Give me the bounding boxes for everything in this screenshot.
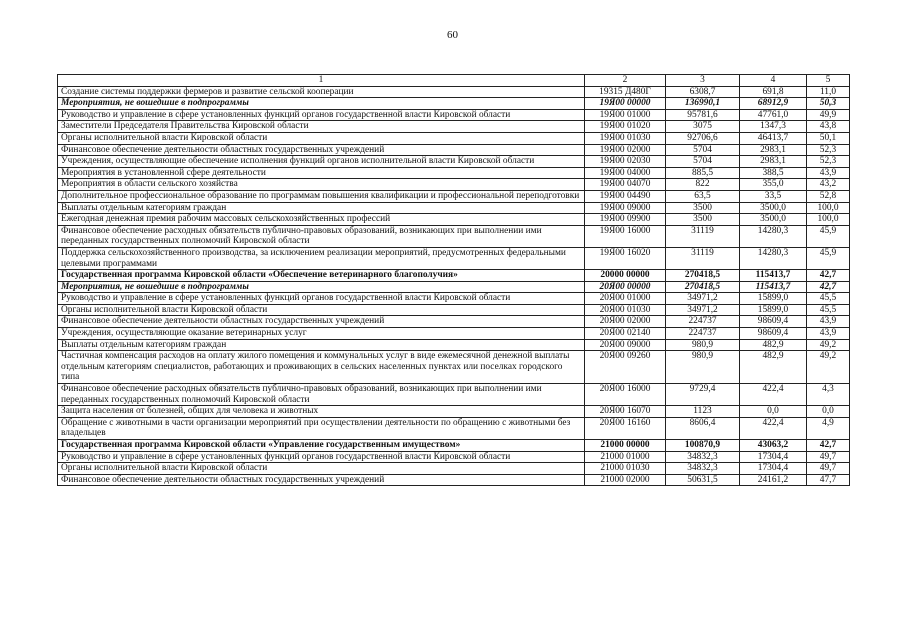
row-code-cell: 21000 00000 — [585, 440, 666, 452]
row-value-4-cell: 422,4 — [740, 417, 807, 439]
row-value-4-cell: 33,5 — [740, 190, 807, 202]
row-name-cell: Руководство и управление в сфере установленных функций органов государственной власти Кировской области — [58, 109, 585, 121]
budget-table — [57, 74, 850, 486]
row-value-4-cell: 2983,1 — [740, 156, 807, 168]
row-value-3-cell: 885,5 — [666, 167, 740, 179]
row-name-cell: Руководство и управление в сфере установленных функций органов государственной власти Кировской области — [58, 293, 585, 305]
row-name-cell: Заместители Председателя Правительства Кировской области — [58, 121, 585, 133]
row-value-5-cell: 52,8 — [807, 190, 850, 202]
row-value-4-cell: 388,5 — [740, 167, 807, 179]
row-value-3-cell: 34971,2 — [666, 293, 740, 305]
row-value-4-cell: 47761,0 — [740, 109, 807, 121]
row-value-4-cell: 691,8 — [740, 86, 807, 98]
row-name-cell: Защита населения от болезней, общих для человека и животных — [58, 406, 585, 418]
row-value-3-cell: 980,9 — [666, 339, 740, 351]
table-row — [58, 304, 850, 316]
row-value-5-cell: 49,7 — [807, 463, 850, 475]
row-value-3-cell: 224737 — [666, 328, 740, 340]
row-value-5-cell: 47,7 — [807, 474, 850, 486]
row-code-cell: 19Я00 04000 — [585, 167, 666, 179]
row-code-cell: 20Я00 02140 — [585, 328, 666, 340]
row-value-4-cell: 2983,1 — [740, 144, 807, 156]
table-row — [58, 167, 850, 179]
table-row — [58, 247, 850, 269]
row-name-cell: Государственная программа Кировской области «Обеспечение ветеринарного благополучия» — [58, 270, 585, 282]
row-code-cell: 19Я00 01020 — [585, 121, 666, 133]
row-value-5-cell: 49,7 — [807, 451, 850, 463]
row-value-5-cell: 49,2 — [807, 339, 850, 351]
row-name-cell: Финансовое обеспечение расходных обязательств публично-правовых образований, возникающих при выполнении ими переданных государственных полномочий Кировской области — [58, 225, 585, 247]
row-value-5-cell: 50,3 — [807, 98, 850, 110]
table-header-row — [58, 75, 850, 87]
table-row — [58, 463, 850, 475]
row-value-5-cell: 100,0 — [807, 214, 850, 226]
row-value-5-cell: 11,0 — [807, 86, 850, 98]
table-row — [58, 281, 850, 293]
table-row — [58, 214, 850, 226]
row-code-cell: 20Я00 01000 — [585, 293, 666, 305]
row-value-3-cell: 3075 — [666, 121, 740, 133]
row-value-4-cell: 98609,4 — [740, 316, 807, 328]
row-name-cell: Частичная компенсация расходов на оплату жилого помещения и коммунальных услуг в виде ежемесячной денежной выплаты отдельным категориям специалистов, работающих и проживающих в сельских населенных пунктах или поселках городского типа — [58, 351, 585, 384]
row-value-3-cell: 9729,4 — [666, 384, 740, 406]
row-value-4-cell: 68912,9 — [740, 98, 807, 110]
row-value-3-cell: 8606,4 — [666, 417, 740, 439]
column-header: 3 — [666, 75, 740, 87]
row-value-3-cell: 34832,3 — [666, 451, 740, 463]
row-value-5-cell: 49,2 — [807, 351, 850, 384]
row-code-cell: 20000 00000 — [585, 270, 666, 282]
row-value-3-cell: 6308,7 — [666, 86, 740, 98]
row-name-cell: Дополнительное профессиональное образование по программам повышения квалификации и профессиональной переподготовки — [58, 190, 585, 202]
row-code-cell: 19Я00 02030 — [585, 156, 666, 168]
table-row — [58, 440, 850, 452]
row-name-cell: Обращение с животными в части организации мероприятий при осуществлении деятельности по обращению с животными без владельцев — [58, 417, 585, 439]
row-value-3-cell: 1123 — [666, 406, 740, 418]
row-value-4-cell: 46413,7 — [740, 132, 807, 144]
row-name-cell: Мероприятия в установленной сфере деятельности — [58, 167, 585, 179]
column-header: 5 — [807, 75, 850, 87]
row-code-cell: 20Я00 00000 — [585, 281, 666, 293]
table-row — [58, 328, 850, 340]
row-value-4-cell: 15899,0 — [740, 293, 807, 305]
row-value-3-cell: 136990,1 — [666, 98, 740, 110]
row-value-5-cell: 45,5 — [807, 293, 850, 305]
row-value-5-cell: 0,0 — [807, 406, 850, 418]
row-value-4-cell: 43063,2 — [740, 440, 807, 452]
row-value-4-cell: 115413,7 — [740, 281, 807, 293]
table-row — [58, 156, 850, 168]
row-name-cell: Создание системы поддержки фермеров и развитие сельской кооперации — [58, 86, 585, 98]
row-value-3-cell: 3500 — [666, 202, 740, 214]
table-row — [58, 406, 850, 418]
row-value-4-cell: 17304,4 — [740, 463, 807, 475]
row-value-3-cell: 5704 — [666, 144, 740, 156]
row-value-5-cell: 43,9 — [807, 316, 850, 328]
row-value-3-cell: 31119 — [666, 225, 740, 247]
row-code-cell: 21000 01030 — [585, 463, 666, 475]
table-row — [58, 339, 850, 351]
row-code-cell: 19Я00 02000 — [585, 144, 666, 156]
row-name-cell: Поддержка сельскохозяйственного производства, за исключением реализации мероприятий, предусмотренных федеральными целевыми программами — [58, 247, 585, 269]
row-value-5-cell: 4,3 — [807, 384, 850, 406]
row-value-4-cell: 3500,0 — [740, 202, 807, 214]
row-value-3-cell: 95781,6 — [666, 109, 740, 121]
table-row — [58, 351, 850, 384]
row-code-cell: 19Я00 01000 — [585, 109, 666, 121]
table-row — [58, 98, 850, 110]
row-value-5-cell: 43,8 — [807, 121, 850, 133]
row-value-5-cell: 100,0 — [807, 202, 850, 214]
row-name-cell: Финансовое обеспечение расходных обязательств публично-правовых образований, возникающих при выполнении ими переданных государственных полномочий Кировской области — [58, 384, 585, 406]
row-code-cell: 21000 01000 — [585, 451, 666, 463]
column-header: 4 — [740, 75, 807, 87]
row-value-3-cell: 224737 — [666, 316, 740, 328]
row-value-5-cell: 45,5 — [807, 304, 850, 316]
table-row — [58, 417, 850, 439]
row-value-4-cell: 3500,0 — [740, 214, 807, 226]
row-value-5-cell: 52,3 — [807, 144, 850, 156]
table-row — [58, 86, 850, 98]
row-value-5-cell: 42,7 — [807, 270, 850, 282]
row-value-3-cell: 100870,9 — [666, 440, 740, 452]
row-name-cell: Финансовое обеспечение деятельности областных государственных учреждений — [58, 144, 585, 156]
row-value-5-cell: 43,9 — [807, 167, 850, 179]
row-value-5-cell: 45,9 — [807, 247, 850, 269]
row-value-3-cell: 270418,5 — [666, 281, 740, 293]
row-code-cell: 20Я00 02000 — [585, 316, 666, 328]
row-name-cell: Выплаты отдельным категориям граждан — [58, 339, 585, 351]
row-value-5-cell: 49,9 — [807, 109, 850, 121]
row-value-4-cell: 17304,4 — [740, 451, 807, 463]
row-value-4-cell: 1347,3 — [740, 121, 807, 133]
row-value-4-cell: 24161,2 — [740, 474, 807, 486]
row-value-4-cell: 422,4 — [740, 384, 807, 406]
row-value-3-cell: 270418,5 — [666, 270, 740, 282]
row-code-cell: 19Я00 04070 — [585, 179, 666, 191]
row-value-4-cell: 0,0 — [740, 406, 807, 418]
table-row — [58, 109, 850, 121]
table-row — [58, 316, 850, 328]
row-value-5-cell: 4,9 — [807, 417, 850, 439]
row-value-4-cell: 15899,0 — [740, 304, 807, 316]
row-code-cell: 20Я00 16070 — [585, 406, 666, 418]
row-code-cell: 19Я00 16020 — [585, 247, 666, 269]
table-row — [58, 293, 850, 305]
table-row — [58, 190, 850, 202]
row-value-3-cell: 3500 — [666, 214, 740, 226]
row-value-5-cell: 43,2 — [807, 179, 850, 191]
row-name-cell: Учреждения, осуществляющие оказание ветеринарных услуг — [58, 328, 585, 340]
row-value-5-cell: 42,7 — [807, 440, 850, 452]
row-code-cell: 20Я00 09000 — [585, 339, 666, 351]
row-value-4-cell: 98609,4 — [740, 328, 807, 340]
row-value-5-cell: 43,9 — [807, 328, 850, 340]
table-row — [58, 384, 850, 406]
row-code-cell: 20Я00 16160 — [585, 417, 666, 439]
row-code-cell: 19Я00 09900 — [585, 214, 666, 226]
row-value-5-cell: 45,9 — [807, 225, 850, 247]
row-value-4-cell: 14280,3 — [740, 225, 807, 247]
row-value-3-cell: 34832,3 — [666, 463, 740, 475]
row-value-4-cell: 115413,7 — [740, 270, 807, 282]
table-row — [58, 144, 850, 156]
page-number: 60 — [447, 29, 458, 41]
row-name-cell: Мероприятия, не вошедшие в подпрограммы — [58, 98, 585, 110]
table-row — [58, 474, 850, 486]
row-value-3-cell: 5704 — [666, 156, 740, 168]
row-name-cell: Руководство и управление в сфере установленных функций органов государственной власти Кировской области — [58, 451, 585, 463]
table-row — [58, 179, 850, 191]
row-name-cell: Выплаты отдельным категориям граждан — [58, 202, 585, 214]
row-code-cell: 19Я00 00000 — [585, 98, 666, 110]
row-code-cell: 19Я00 04490 — [585, 190, 666, 202]
row-value-3-cell: 34971,2 — [666, 304, 740, 316]
row-value-4-cell: 14280,3 — [740, 247, 807, 269]
row-value-4-cell: 482,9 — [740, 351, 807, 384]
row-code-cell: 20Я00 09260 — [585, 351, 666, 384]
row-value-3-cell: 822 — [666, 179, 740, 191]
row-name-cell: Мероприятия в области сельского хозяйства — [58, 179, 585, 191]
row-name-cell: Ежегодная денежная премия рабочим массовых сельскохозяйственных профессий — [58, 214, 585, 226]
column-header: 1 — [58, 75, 585, 87]
table-row — [58, 451, 850, 463]
table-row — [58, 121, 850, 133]
row-value-4-cell: 355,0 — [740, 179, 807, 191]
row-name-cell: Финансовое обеспечение деятельности областных государственных учреждений — [58, 316, 585, 328]
row-value-3-cell: 92706,6 — [666, 132, 740, 144]
table-row — [58, 270, 850, 282]
column-header: 2 — [585, 75, 666, 87]
row-value-3-cell: 31119 — [666, 247, 740, 269]
row-value-4-cell: 482,9 — [740, 339, 807, 351]
row-value-5-cell: 50,1 — [807, 132, 850, 144]
row-code-cell: 19Я00 09000 — [585, 202, 666, 214]
row-code-cell: 19315 Д480Г — [585, 86, 666, 98]
table-row — [58, 225, 850, 247]
row-name-cell: Государственная программа Кировской области «Управление государственным имуществом» — [58, 440, 585, 452]
row-code-cell: 20Я00 16000 — [585, 384, 666, 406]
row-code-cell: 19Я00 16000 — [585, 225, 666, 247]
row-value-3-cell: 980,9 — [666, 351, 740, 384]
row-name-cell: Органы исполнительной власти Кировской области — [58, 304, 585, 316]
row-name-cell: Органы исполнительной власти Кировской области — [58, 132, 585, 144]
row-name-cell: Учреждения, осуществляющие обеспечение исполнения функций органов исполнительной власти Кировской области — [58, 156, 585, 168]
row-code-cell: 21000 02000 — [585, 474, 666, 486]
row-name-cell: Финансовое обеспечение деятельности областных государственных учреждений — [58, 474, 585, 486]
row-name-cell: Мероприятия, не вошедшие в подпрограммы — [58, 281, 585, 293]
table-row — [58, 202, 850, 214]
row-value-3-cell: 50631,5 — [666, 474, 740, 486]
table-row — [58, 132, 850, 144]
row-value-3-cell: 63,5 — [666, 190, 740, 202]
row-value-5-cell: 42,7 — [807, 281, 850, 293]
row-code-cell: 19Я00 01030 — [585, 132, 666, 144]
row-name-cell: Органы исполнительной власти Кировской области — [58, 463, 585, 475]
row-code-cell: 20Я00 01030 — [585, 304, 666, 316]
row-value-5-cell: 52,3 — [807, 156, 850, 168]
